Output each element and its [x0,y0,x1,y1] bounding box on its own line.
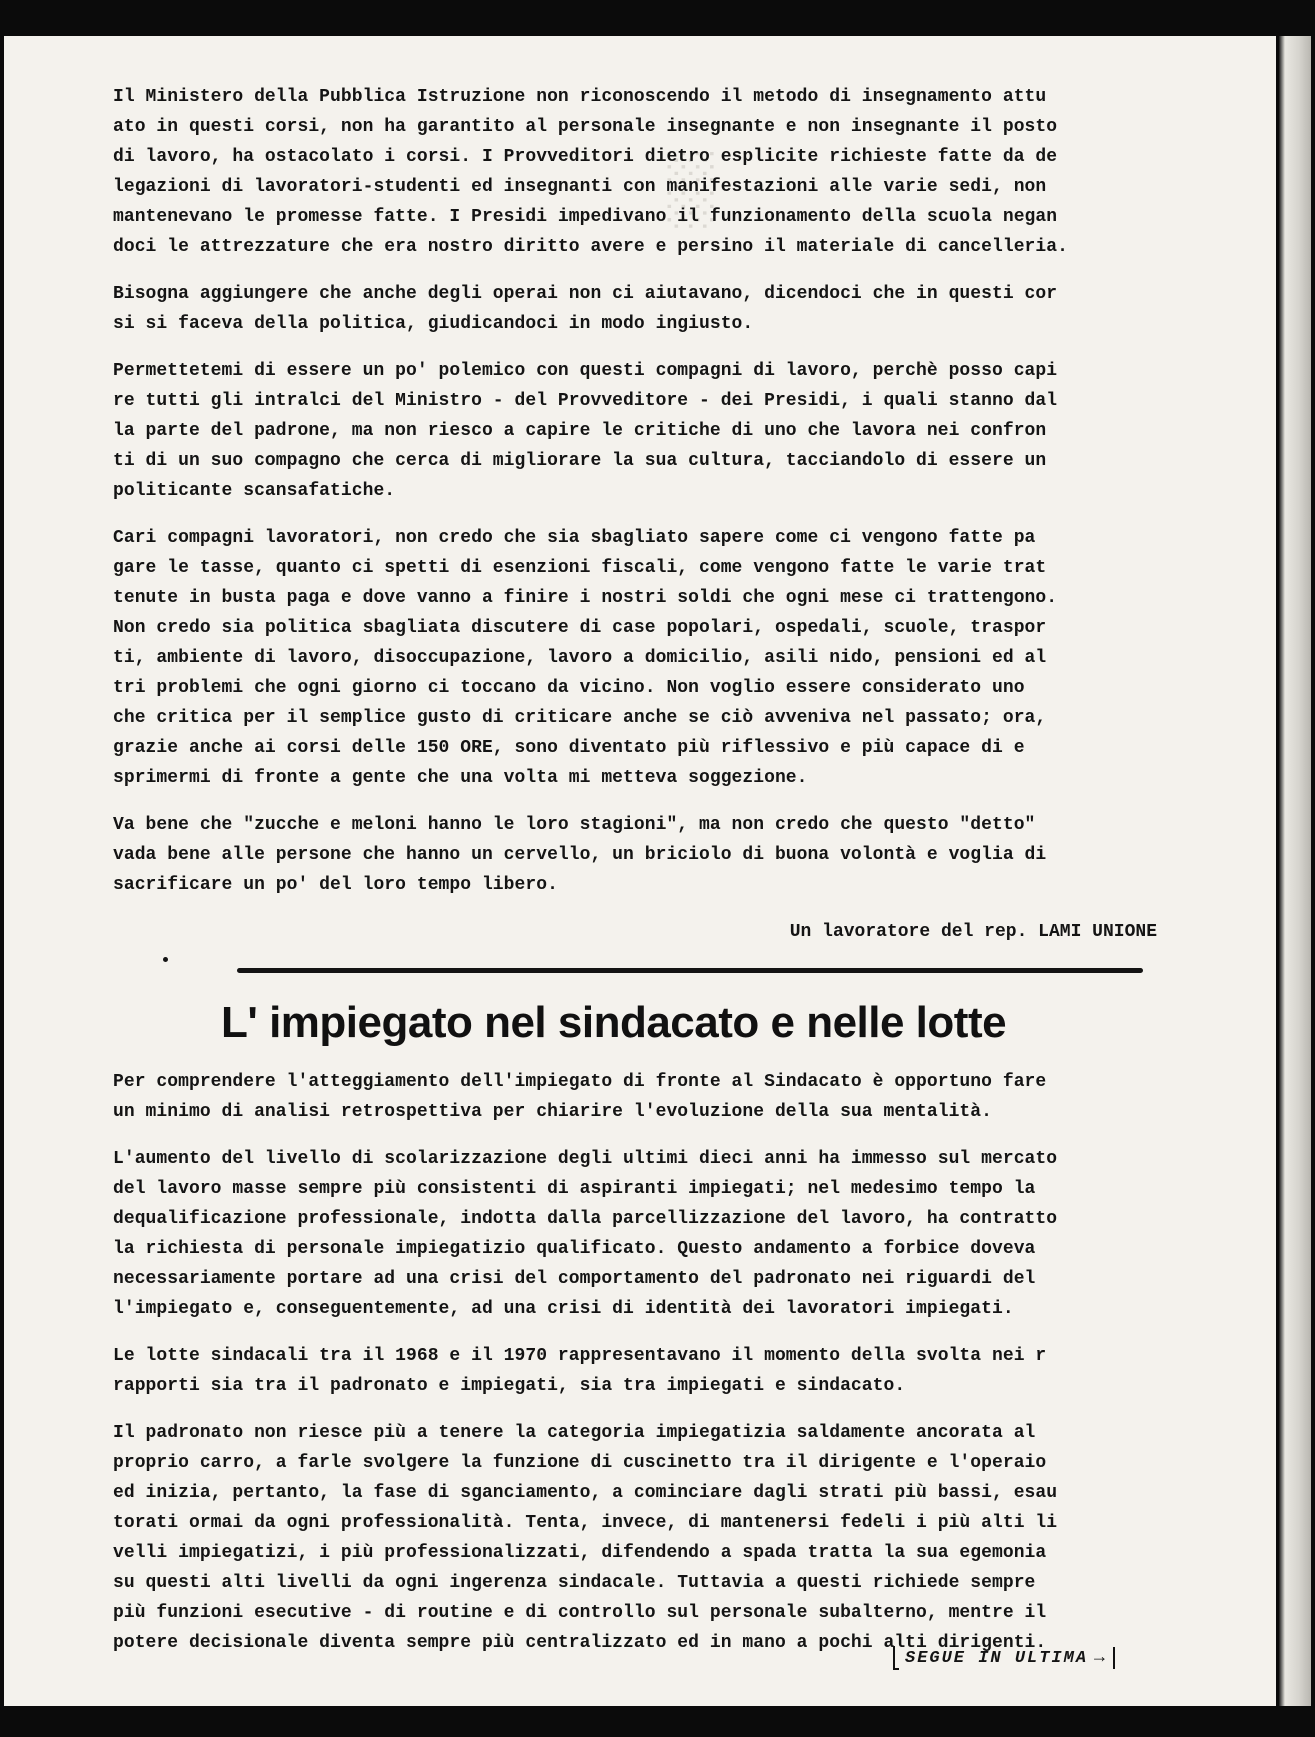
text-line: velli impiegatizi, i più professionalizzati, difendendo a spada tratta la sua egemonia [113,1543,1047,1563]
section-divider [113,953,1203,989]
text-line: tri problemi che ogni giorno ci toccano da vicino. Non voglio essere considerato uno [113,678,1025,698]
paragraph [113,1418,1203,1658]
text-column [113,82,1203,1675]
text-line: potere decisionale diventa sempre più centralizzato ed in mano a pochi alti dirigenti. [113,1633,1047,1653]
text-line: ato in questi corsi, non ha garantito al personale insegnante e non insegnante il posto [113,117,1058,137]
text-line: re tutti gli intralci del Ministro - del Provveditore - dei Presidi, i quali stanno dal [113,391,1058,411]
continued-note [893,1645,1195,1671]
text-line: grazie anche ai corsi delle 150 ORE, sono diventato più riflessivo e più capace di e [113,738,1025,758]
text-line: gare le tasse, quanto ci spetti di esenzioni fiscali, come vengono fatte le varie trat [113,558,1047,578]
text-line: sacrificare un po' del loro tempo libero. [113,875,558,895]
text-line: dequalificazione professionale, indotta dalla parcellizzazione del lavoro, ha contratto [113,1209,1058,1229]
text-line: del lavoro masse sempre più consistenti di aspiranti impiegati; nel medesimo tempo la [113,1179,1036,1199]
article-impiegato [113,1067,1203,1658]
text-line: Il Ministero della Pubblica Istruzione non riconoscendo il metodo di insegnamento attu [113,87,1047,107]
text-line: si si faceva della politica, giudicandoci in modo ingiusto. [113,314,754,334]
text-line: Non credo sia politica sbagliata discutere di case popolari, ospedali, scuole, traspor [113,618,1047,638]
paragraph [113,810,1203,900]
text-line: ti, ambiente di lavoro, disoccupazione, lavoro a domicilio, asili nido, pensioni ed al [113,648,1047,668]
paragraph [113,1144,1203,1324]
text-line: la richiesta di personale impiegatizio qualificato. Questo andamento a forbice doveva [113,1239,1036,1259]
text-line: politicante scansafatiche. [113,481,396,501]
page-edge [1279,36,1311,1706]
arrow-right-icon: → [1094,1648,1107,1668]
document-page [4,36,1276,1706]
divider-rule [237,968,1143,973]
bracket-right [1113,1647,1115,1669]
bracket-left [893,1646,899,1670]
paragraph [113,82,1203,262]
text-line: vada bene alle persone che hanno un cervello, un briciolo di buona volontà e voglia di [113,845,1047,865]
text-line: legazioni di lavoratori-studenti ed insegnanti con manifestazioni alle varie sedi, non [113,177,1047,197]
text-line: necessariamente portare ad una crisi del comportamento del padronato nei riguardi del [113,1269,1036,1289]
paragraph [113,356,1203,506]
text-line: ti di un suo compagno che cerca di migliorare la sua cultura, tacciandolo di essere un [113,451,1047,471]
divider-dot [163,957,168,962]
paragraph [113,1067,1203,1127]
paragraph [113,1341,1203,1401]
text-line: Le lotte sindacali tra il 1968 e il 1970 rappresentavano il momento della svolta nei r [113,1346,1047,1366]
text-line: L'aumento del livello di scolarizzazione degli ultimi dieci anni ha immesso sul mercato [113,1149,1058,1169]
text-line: di lavoro, ha ostacolato i corsi. I Provveditori dietro esplicite richieste fatte da de [113,147,1058,167]
text-line: più funzioni esecutive - di routine e di controllo sul personale subalterno, mentre il [113,1603,1047,1623]
text-line: l'impiegato e, conseguentemente, ad una crisi di identità dei lavoratori impiegati. [113,1299,1014,1319]
paragraph [113,523,1203,793]
text-line: rapporti sia tra il padronato e impiegati, sia tra impiegati e sindacato. [113,1376,906,1396]
text-line: Per comprendere l'atteggiamento dell'impiegato di fronte al Sindacato è opportuno fare [113,1072,1047,1092]
text-line: mantenevano le promesse fatte. I Presidi impedivano il funzionamento della scuola negan [113,207,1058,227]
paragraph [113,279,1203,339]
text-line: Permettetemi di essere un po' polemico con questi compagni di lavoro, perchè posso capi [113,361,1058,381]
text-line: Bisogna aggiungere che anche degli operai non ci aiutavano, dicendoci che in questi cor [113,284,1058,304]
text-line: un minimo di analisi retrospettiva per chiarire l'evoluzione della sua mentalità. [113,1102,992,1122]
text-line: tenute in busta paga e dove vanno a finire i nostri soldi che ogni mese ci trattengono. [113,588,1058,608]
text-line: doci le attrezzature che era nostro diritto avere e persino il materiale di cancelleria. [113,237,1068,257]
bleedthrough-decoration: ░ [664,147,714,225]
text-line: la parte del padrone, ma non riesco a capire le critiche di uno che lavora nei confron [113,421,1047,441]
text-line: Va bene che "zucche e meloni hanno le loro stagioni", ma non credo che questo "detto" [113,815,1036,835]
text-line: ed inizia, pertanto, la fase di sganciamento, a cominciare dagli strati più bassi, esau [113,1483,1058,1503]
text-line: Il padronato non riesce più a tenere la categoria impiegatizia saldamente ancorata al [113,1423,1036,1443]
continued-label: SEGUE IN ULTIMA [905,1648,1089,1668]
text-line: proprio carro, a farle svolgere la funzione di cuscinetto tra il dirigente e l'operaio [113,1453,1047,1473]
text-line: torati ormai da ogni professionalità. Tenta, invece, di mantenersi fedeli i più alti li [113,1513,1058,1533]
article-headline: L' impiegato nel sindacato e nelle lotte [221,998,1007,1047]
text-line: su questi alti livelli da ogni ingerenza sindacale. Tuttavia a questi richiede sempre [113,1573,1036,1593]
text-line: Cari compagni lavoratori, non credo che sia sbagliato sapere come ci vengono fatte pa [113,528,1036,548]
text-line: che critica per il semplice gusto di criticare anche se ciò avveniva nel passato; ora, [113,708,1047,728]
text-line: sprimermi di fronte a gente che una volta mi metteva soggezione. [113,768,808,788]
signature: Un lavoratore del rep. LAMI UNIONE [789,922,1157,942]
article-lavoratore [113,82,1203,900]
